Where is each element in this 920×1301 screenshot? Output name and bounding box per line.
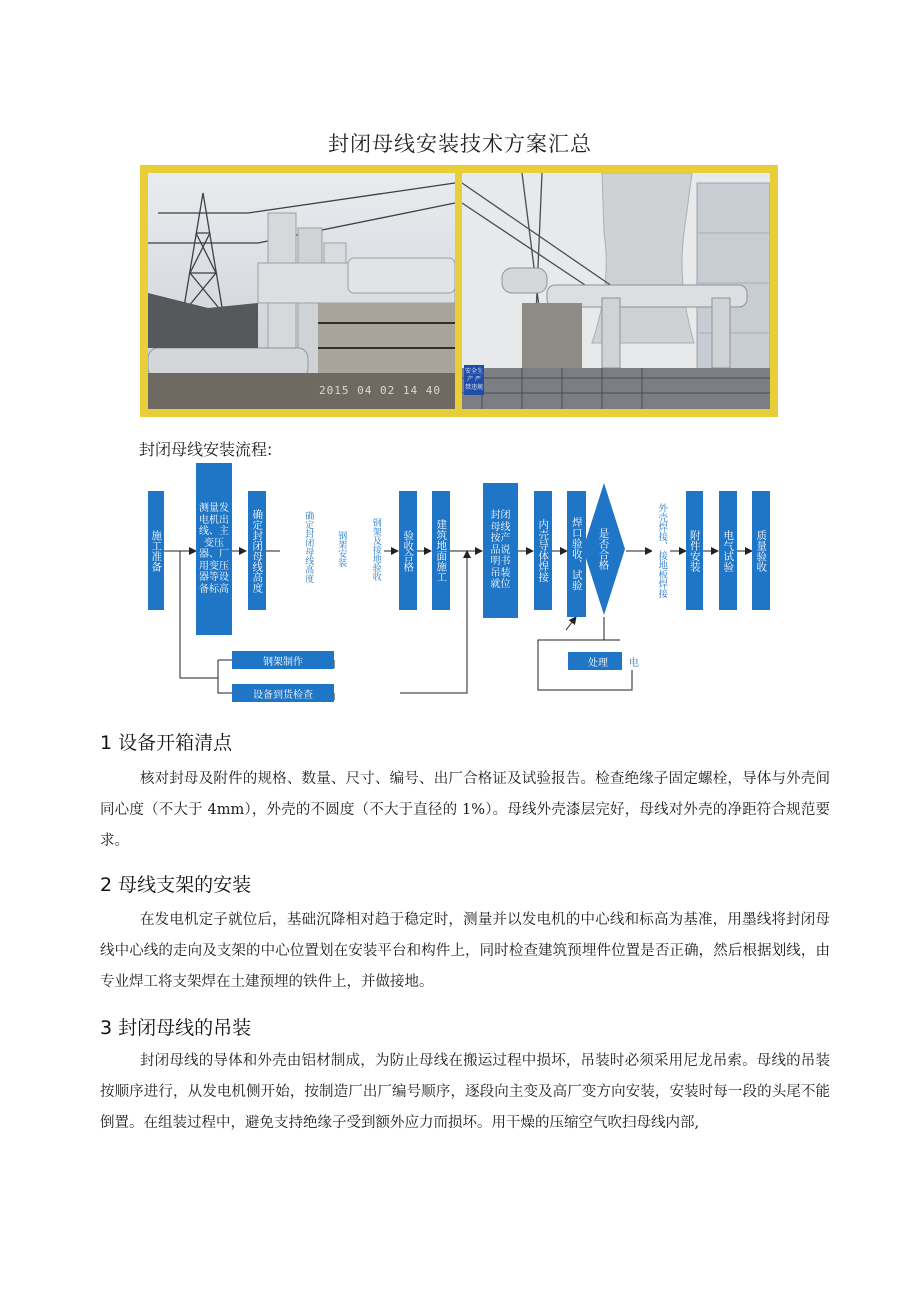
busbar-photo-left bbox=[148, 173, 455, 409]
flow-heading: 封闭母线安装流程: bbox=[139, 440, 273, 459]
step-hoist-busbar: 封闭母线按产品说明书吊装就位 bbox=[483, 483, 518, 618]
section-text-2: 在发电机定子就位后，基础沉降相对趋于稳定时，测量并以发电机的中心线和标高为基准，用墨线将封闭母线中心线的走向及支架的中心位置划在安装平台和构件上，同时检查建筑预埋件位置是否正确，然后根据划线，由专业焊工将支架焊在土建预埋的铁件上，并做接地。 bbox=[100, 912, 830, 990]
side-equipment-check: 设备到货检查 bbox=[232, 684, 334, 702]
side-rework: 处理 bbox=[568, 652, 628, 670]
decision-qualified: 是否合格 bbox=[597, 528, 610, 570]
step-accessory-install: 附件安装 bbox=[686, 491, 703, 610]
flowchart bbox=[0, 460, 920, 710]
flowchart-connectors bbox=[0, 460, 920, 710]
busbar-photo-right bbox=[462, 173, 770, 409]
side-steel-fabrication: 钢架制作 bbox=[232, 651, 334, 669]
step-electrical-test: 电气试验 bbox=[719, 491, 737, 610]
step-measure-elevation: 测量发电机出线、主变压器、厂用变压器等设备标高 bbox=[196, 463, 232, 635]
step-determine-height-faded: 确定封闭母线高度 bbox=[300, 491, 316, 603]
page-title: 封闭母线安装技术方案汇总 bbox=[328, 132, 592, 156]
tail-char: 电 bbox=[622, 652, 646, 670]
section-text-1: 核对封母及附件的规格、数量、尺寸、编号、出厂合格证及试验报告。检查绝缘子固定螺栓，导体与外壳间同心度（不大于 4mm），外壳的不圆度（不大于直径的 1%）。母线外壳漆层完好，母线对外壳的净距符合规范要求。 bbox=[100, 771, 830, 849]
section-text-3: 封闭母线的导体和外壳由铝材制成，为防止母线在搬运过程中损坏，吊装时必须采用尼龙吊索。母线的吊装按顺序进行，从发电机侧开始，按制造厂出厂编号顺序，逐段向主变及高厂变方向安装，安装时每一段的头尾不能倒置。在组装过程中，避免支持绝缘子受到额外应力而损坏。用干燥的压缩空气吹扫母线内部, bbox=[100, 1053, 830, 1131]
step-steel-frame-install: 钢架安装 bbox=[334, 521, 348, 577]
step-inner-conductor-weld: 内壳导体焊接 bbox=[534, 491, 552, 610]
photo-frame bbox=[140, 165, 778, 417]
section-heading-3: 3 封闭母线的吊装 bbox=[100, 1017, 252, 1039]
step-quality-acceptance: 质量验收 bbox=[752, 491, 770, 610]
section-heading-2: 2 母线支架的安装 bbox=[100, 874, 252, 896]
safety-plate: 安全生产 严禁违规 bbox=[464, 365, 484, 395]
step-floor-construction: 建筑地面施工 bbox=[432, 491, 450, 610]
step-frame-ground-acceptance: 钢架及接地验收 bbox=[367, 501, 384, 597]
step-shell-weld: 外壳焊接、接地板焊接 bbox=[652, 483, 670, 618]
step-construction-prep: 施工准备 bbox=[148, 491, 164, 610]
photo-timestamp: 2015 04 02 14 40 bbox=[319, 384, 441, 397]
step-determine-height: 确定封闭母线高度 bbox=[248, 491, 266, 610]
step-acceptance-ok: 验收合格 bbox=[399, 491, 417, 610]
section-heading-1: 1 设备开箱清点 bbox=[100, 732, 233, 754]
step-weld-test: 焊口验收、试验 bbox=[567, 491, 586, 617]
